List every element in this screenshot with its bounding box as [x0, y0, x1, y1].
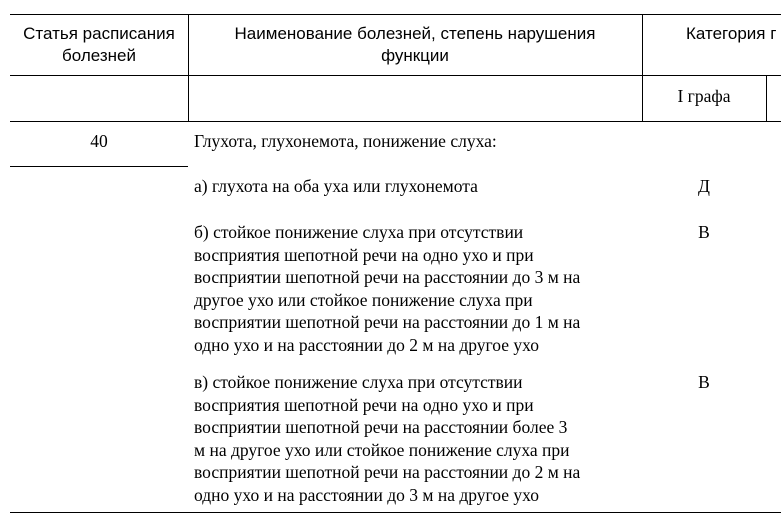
header-bottom-border [10, 121, 781, 122]
column-divider-3 [766, 75, 767, 121]
header-category: Категория г [686, 24, 777, 43]
row-category-c: В [698, 372, 710, 392]
row-disease-item-c: в) стойкое понижение слуха при отсутствии восприятия шепотной речи на одно ухо и при восприятии шепотной речи на расстоянии более 3 м на другое ухо или стойкое понижение слуха при восприятии шепотной речи на расстоянии до 2 м на одно ухо и на расстоянии до 3 м на другое ухо [194, 372, 581, 505]
row-disease-title: Глухота, глухонемота, понижение слуха: [194, 131, 497, 151]
row-article-number: 40 [90, 131, 108, 151]
row-category-b: В [698, 222, 710, 242]
row-disease-item-a: а) глухота на оба уха или глухонемота [194, 176, 478, 196]
row-category-a: Д [698, 176, 710, 196]
table-top-border [10, 14, 781, 15]
row-disease-item-b: б) стойкое понижение слуха при отсутствии восприятия шепотной речи на одно ухо и при восприятии шепотной речи на расстоянии до 3 м на другое ухо или стойкое понижение слуха при восприятии шепотной речи на расстоянии до 1 м на одно ухо и на расстоянии до 2 м на другое ухо [194, 222, 581, 355]
article-cell-underline [10, 166, 188, 167]
table-bottom-border [10, 512, 781, 513]
subheader-column-1: I графа [677, 86, 731, 106]
header-article: Статья расписания болезней [23, 24, 175, 65]
header-disease-name: Наименование болезней, степень нарушения функции [234, 24, 596, 65]
header-row-divider [10, 75, 781, 76]
